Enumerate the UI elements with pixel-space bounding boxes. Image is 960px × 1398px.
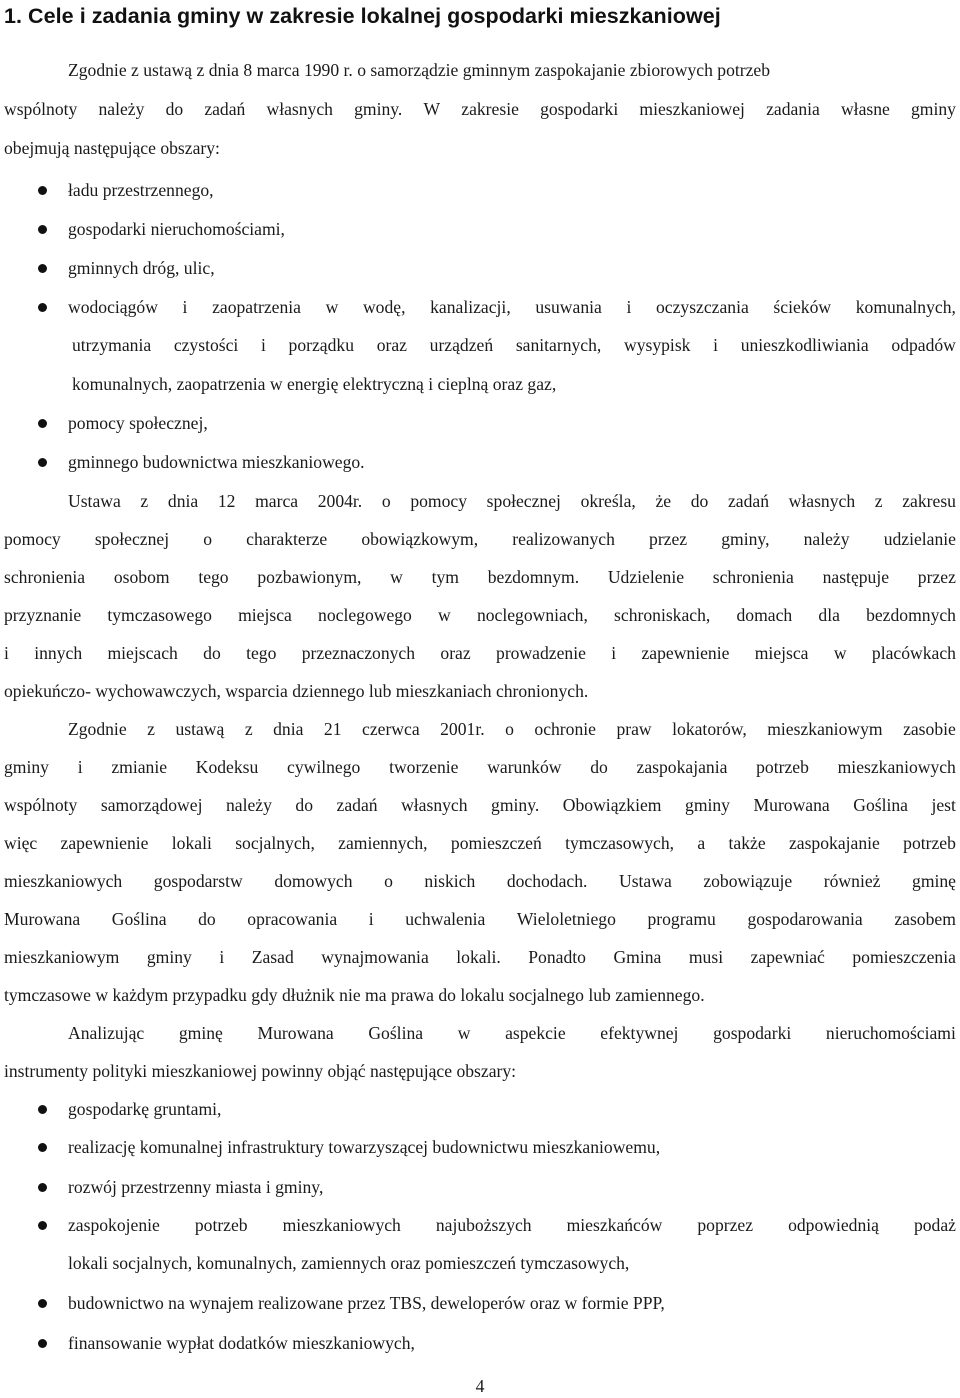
paragraph-line: obejmują następujące obszary: xyxy=(4,138,220,158)
paragraph-line: wspólnoty samorządowej należy do zadań własnych gminy. Obowiązkiem gminy Murowana Goślina jest xyxy=(4,795,956,815)
bullet-icon xyxy=(38,303,47,312)
list-item-line: zaspokojenie potrzeb mieszkaniowych najuboższych mieszkańców poprzez odpowiednią podaż xyxy=(68,1215,956,1235)
paragraph-line: wspólnoty należy do zadań własnych gminy. W zakresie gospodarki mieszkaniowej zadania własne gminy xyxy=(4,99,956,119)
list-item-line: gospodarki nieruchomościami, xyxy=(68,219,285,239)
list-item-line: realizację komunalnej infrastruktury towarzyszącej budownictwu mieszkaniowemu, xyxy=(68,1137,661,1157)
bullet-icon xyxy=(38,419,47,428)
list-item-line: gminnych dróg, ulic, xyxy=(68,258,215,278)
bullet-icon xyxy=(38,1339,47,1348)
bullet-icon xyxy=(38,1143,47,1152)
bullet-icon xyxy=(38,1105,47,1114)
bullet-icon xyxy=(38,1221,47,1230)
paragraph-line: pomocy społecznej o charakterze obowiązkowym, realizowanych przez gminy, należy udzielanie xyxy=(4,529,956,549)
list-item-line: rozwój przestrzenny miasta i gminy, xyxy=(68,1177,324,1197)
list-item-line: finansowanie wypłat dodatków mieszkaniowych, xyxy=(68,1333,415,1353)
paragraph-line: mieszkaniowym gminy i Zasad wynajmowania lokali. Ponadto Gmina musi zapewniać pomieszczenia xyxy=(4,947,956,967)
paragraph-line: Zgodnie z ustawą z dnia 21 czerwca 2001r. o ochronie praw lokatorów, mieszkaniowym zasobie xyxy=(68,719,956,739)
list-item-line: wodociągów i zaopatrzenia w wodę, kanalizacji, usuwania i oczyszczania ścieków komunalnych, xyxy=(68,297,956,317)
paragraph-line: przyznanie tymczasowego miejsca noclegowego w noclegowniach, schroniskach, domach dla bezdomnych xyxy=(4,605,956,625)
bullet-icon xyxy=(38,1299,47,1308)
paragraph-line: Zgodnie z ustawą z dnia 8 marca 1990 r. o samorządzie gminnym zaspokajanie zbiorowych potrzeb xyxy=(68,60,771,80)
page-number: 4 xyxy=(475,1376,485,1396)
bullet-icon xyxy=(38,264,47,273)
paragraph-line: gminy i zmianie Kodeksu cywilnego tworzenie warunków do zaspokajania potrzeb mieszkaniowych xyxy=(4,757,956,777)
list-item-line: utrzymania czystości i porządku oraz urządzeń sanitarnych, wysypisk i unieszkodliwiania odpadów xyxy=(72,335,956,355)
paragraph-line: mieszkaniowych gospodarstw domowych o niskich dochodach. Ustawa zobowiązuje również gminę xyxy=(4,871,956,891)
section-heading: 1. Cele i zadania gminy w zakresie lokalnej gospodarki mieszkaniowej xyxy=(4,4,721,28)
bullet-icon xyxy=(38,225,47,234)
paragraph-line: Ustawa z dnia 12 marca 2004r. o pomocy społecznej określa, że do zadań własnych z zakresu xyxy=(68,491,956,511)
paragraph-line: więc zapewnienie lokali socjalnych, zamiennych, pomieszczeń tymczasowych, a także zaspokajanie potrzeb xyxy=(4,833,956,853)
list-item-line: ładu przestrzennego, xyxy=(68,180,214,200)
bullet-icon xyxy=(38,458,47,467)
paragraph-line: schronienia osobom tego pozbawionym, w tym bezdomnym. Udzielenie schronienia następuje przez xyxy=(4,567,956,587)
bullet-icon xyxy=(38,1183,47,1192)
list-item-line: budownictwo na wynajem realizowane przez TBS, deweloperów oraz w formie PPP, xyxy=(68,1293,665,1313)
paragraph-line: Murowana Goślina do opracowania i uchwalenia Wieloletniego programu gospodarowania zasobem xyxy=(4,909,956,929)
list-item-line: lokali socjalnych, komunalnych, zamiennych oraz pomieszczeń tymczasowych, xyxy=(68,1253,630,1273)
paragraph-line: i innych miejscach do tego przeznaczonych oraz prowadzenie i zapewnienie miejsca w placówkach xyxy=(4,643,956,663)
list-item-line: gminnego budownictwa mieszkaniowego. xyxy=(68,452,365,472)
paragraph-line: opiekuńczo- wychowawczych, wsparcia dziennego lub mieszkaniach chronionych. xyxy=(4,681,589,701)
list-item-line: komunalnych, zaopatrzenia w energię elektryczną i cieplną oraz gaz, xyxy=(72,374,557,394)
paragraph-line: instrumenty polityki mieszkaniowej powinny objąć następujące obszary: xyxy=(4,1061,517,1081)
paragraph-line: tymczasowe w każdym przypadku gdy dłużnik nie ma prawa do lokalu socjalnego lub zamiennego. xyxy=(4,985,705,1005)
list-item-line: gospodarkę gruntami, xyxy=(68,1099,222,1119)
paragraph-line: Analizując gminę Murowana Goślina w aspekcie efektywnej gospodarki nieruchomościami xyxy=(68,1023,956,1043)
list-item-line: pomocy społecznej, xyxy=(68,413,208,433)
bullet-icon xyxy=(38,186,47,195)
